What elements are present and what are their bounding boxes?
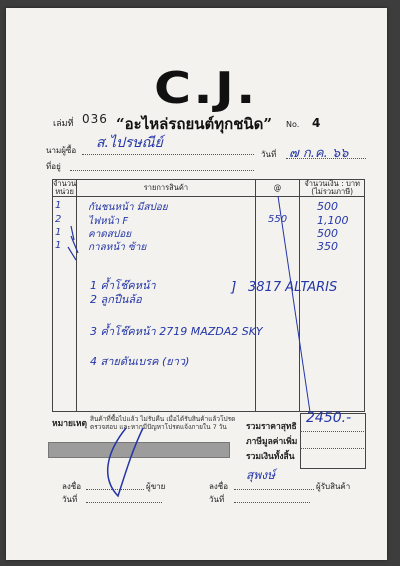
amount-header: จำนวนเงิน : บาท (ไม่รวมภาษี)	[300, 180, 365, 197]
row-qty: 1	[55, 227, 62, 238]
note-line: 4 สายดันเบรค (ยาว)	[90, 355, 190, 368]
receiver-label: ผู้รับสินค้า	[316, 482, 351, 491]
logo: C.J.	[154, 63, 258, 114]
note-line: 3 ค้ำโช๊คหน้า 2719 MAZDA2 SKY	[90, 325, 263, 338]
total-label: รวมราคาสุทธิ	[246, 422, 297, 432]
row-amount: 500	[317, 227, 338, 240]
at-header: @	[255, 180, 300, 197]
pen-scribbles	[6, 8, 387, 560]
qty-header: จำนวน หน่วย	[53, 179, 77, 196]
seller-sign-label: ลงชื่อ	[62, 482, 82, 491]
remark-text: สินค้าที่ซื้อไปแล้ว ไม่รับคืน เมื่อได้รับสินค้าแล้วโปรดตรวจสอบ และหากมีปัญหาโปรดแจ้งภายใน 7 วัน	[90, 415, 236, 431]
total-value: 2450.-	[306, 410, 352, 426]
receiver-date-label: วันที่	[209, 495, 225, 504]
date-label: วันที่	[261, 150, 277, 159]
seller-label: ผู้ขาย	[146, 482, 166, 491]
receipt-paper	[6, 8, 387, 560]
shop-name: “อะไหล่รถยนต์ทุกชนิด”	[116, 115, 273, 133]
row-item: ไฟหน้า F	[88, 216, 129, 227]
receipt-no-label: No.	[286, 120, 300, 129]
row-amount: 350	[317, 240, 338, 253]
grand-total-label: รวมเงินทั้งสิ้น	[246, 452, 295, 462]
row-item: กาลหน้า ซ้าย	[88, 242, 147, 253]
book-label: เล่มที่	[53, 119, 74, 129]
note-line: 3817 ALTARIS	[248, 280, 338, 295]
note-line: 1 ค้ำโช๊คหน้า	[90, 279, 156, 292]
row-qty: 1	[55, 240, 62, 251]
buyer-label: นามผู้ซื้อ	[46, 146, 77, 155]
book-number: 036	[82, 112, 108, 126]
seller-date-label: วันที่	[62, 495, 78, 504]
bracket-mark: ]	[231, 280, 237, 296]
receiver-signature: สุพงษ์	[246, 468, 276, 482]
row-item: กันชนหน้า มีสปอย	[88, 202, 168, 213]
receiver-sign-label: ลงชื่อ	[209, 482, 229, 491]
row-amount: 1,100	[317, 214, 349, 227]
date-value: ๗ ก.ค. ๖๖	[289, 146, 349, 161]
row-item: คาดสปอย	[88, 229, 132, 240]
address-label: ที่อยู่	[46, 162, 61, 171]
row-qty: 1	[55, 200, 62, 211]
note-line: 2 ลูกปืนล้อ	[90, 293, 142, 306]
row-at: 550	[268, 214, 288, 225]
row-qty: 2	[55, 214, 62, 225]
row-amount: 500	[317, 200, 338, 213]
buyer-name: ส.ไปรษณีย์	[96, 135, 163, 151]
item-header: รายการสินค้า	[77, 180, 256, 197]
remark-label: หมายเหตุ	[52, 419, 87, 429]
vat-label: ภาษีมูลค่าเพิ่ม	[246, 437, 298, 447]
receipt-no: 4	[312, 116, 321, 130]
